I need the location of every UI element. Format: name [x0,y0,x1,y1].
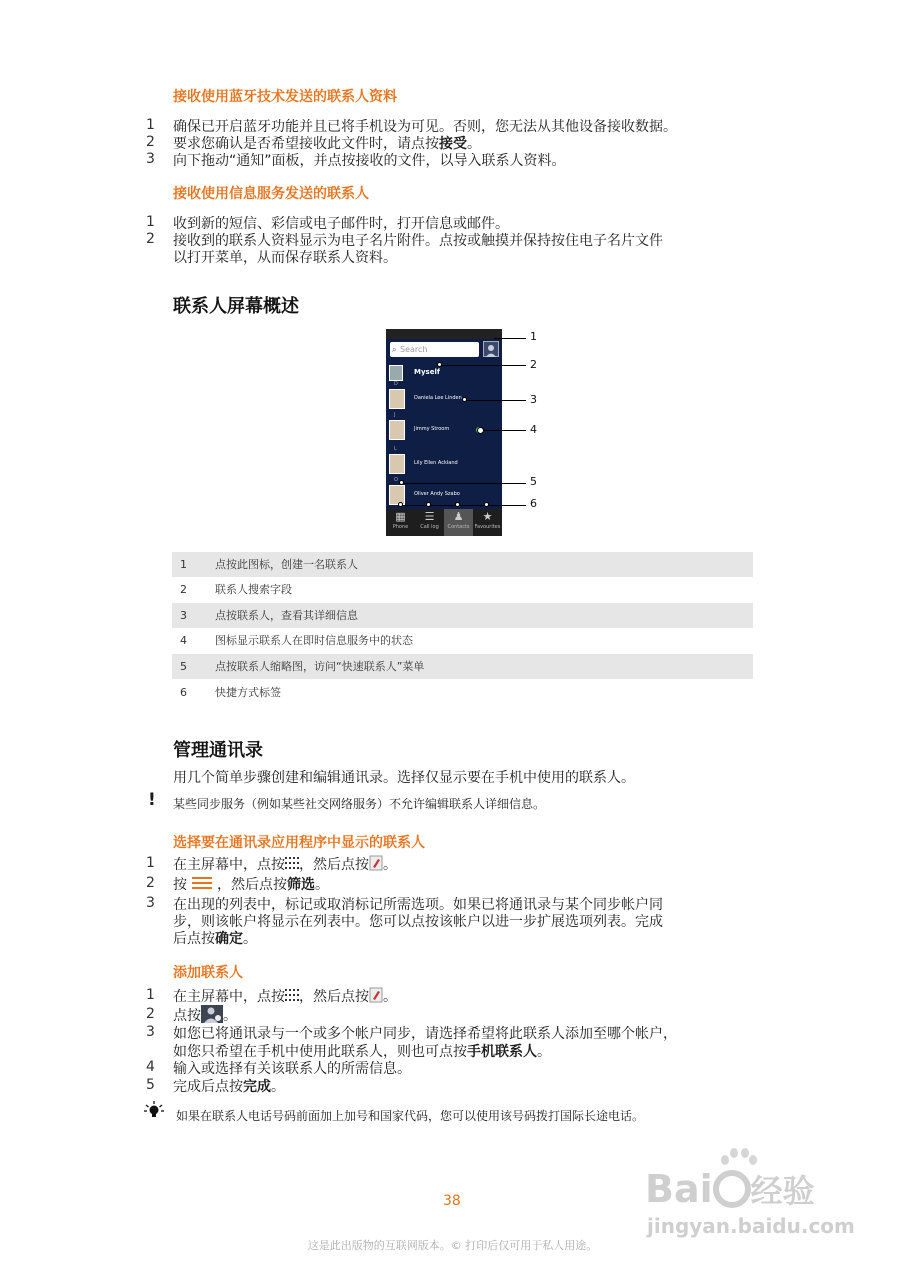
step-number: 3 [146,895,155,911]
search-placeholder: Search [400,345,428,354]
myself-label: Myself [414,368,440,376]
step-text: 如您只希望在手机中使用此联系人，则也可点按手机联系人。 [173,1044,551,1060]
search-icon: ⌕ [392,345,397,354]
warning-icon: ! [148,790,156,810]
step-number: 2 [146,1006,155,1022]
callout-line [440,365,526,366]
contact-name: Jimmy Stroom [414,426,450,432]
table-row: 2 联系人搜索字段 [180,583,292,596]
avatar [389,389,405,409]
note-text: 某些同步服务（例如某些社交网络服务）不允许编辑联系人详细信息。 [173,797,546,811]
status-bar [386,329,502,339]
table-row: 3 点按联系人，查看其详细信息 [172,603,753,628]
watermark-brand: Bai 经验 [645,1167,815,1211]
step-number: 1 [146,987,155,1003]
table-row: 5 点按联系人缩略图，访问“快速联系人”菜单 [172,654,753,679]
step-text: 在出现的列表中，标记或取消标记所需选项。如果已将通讯录与某个同步帐户同 [173,897,663,913]
step-text: 如您已将通讯录与一个或多个帐户同步，请选择希望将此联系人添加至哪个帐户， [173,1026,677,1042]
section-title-overview: 联系人屏幕概述 [173,296,299,317]
step-text: 确保已开启蓝牙功能并且已将手机设为可见。否则，您无法从其他设备接收数据。 [173,119,677,135]
section-letter: J [394,412,396,418]
avatar [389,485,405,505]
step-text: 后点按确定。 [173,931,257,947]
section-letter: O [394,477,398,483]
step-text: 以打开菜单，从而保存联系人资料。 [173,250,397,266]
callout-dot [437,362,442,367]
avatar [389,420,405,440]
step-number: 1 [146,214,155,230]
star-icon: ★ [482,510,493,523]
callout-dot [484,502,489,507]
callout-dot [398,502,403,507]
callout-line [402,483,526,484]
contact-row [386,387,502,415]
step-text: 输入或选择有关该联系人的所需信息。 [173,1061,411,1077]
step-text: 完成后点按完成。 [173,1079,285,1095]
apps-grid-icon [285,857,299,873]
step-text: 点按 。 [173,1005,237,1027]
paw-print-icon [719,1148,759,1168]
callout-dot [477,427,484,434]
contacts-app-icon [369,987,383,1007]
step-text: 要求您确认是否希望接收此文件时，请点按接受。 [173,136,481,152]
callout-dot [455,502,460,507]
step-number: 3 [146,151,155,167]
step-number: 2 [146,231,155,247]
step-number: 3 [146,1024,155,1040]
step-text: 接收到的联系人资料显示为电子名片附件。点按或触摸并保持按住电子名片文件 [173,233,663,249]
callout-number: 5 [530,475,537,488]
tab-favourites: ★ Favourites [474,510,501,530]
callout-line [400,505,526,506]
step-text: 在主屏幕中，点按 ，然后点按 。 [173,857,397,873]
table-row: 1 点按此图标，创建一名联系人 [172,552,753,577]
contact-name: Daniela Lee Linden [414,395,462,401]
call-log-icon: ☰ [424,510,435,523]
contacts-icon: ♟ [453,510,464,523]
dialpad-icon: ▦ [395,510,406,523]
shortcut-tabs [386,509,502,536]
callout-line [494,338,526,339]
step-number: 2 [146,134,155,150]
section-letter: L [394,446,397,452]
search-field [390,342,479,357]
section-heading-display: 选择要在通讯录应用程序中显示的联系人 [173,835,425,851]
callout-dot [462,397,467,402]
step-number: 5 [146,1077,155,1093]
avatar [389,365,403,381]
step-number: 1 [146,855,155,871]
footer-text: 这是此出版物的互联网版本。© 打印后仅可用于私人用途。 [307,1239,598,1252]
step-text: 收到新的短信、彩信或电子邮件时，打开信息或邮件。 [173,216,509,232]
tab-contacts: ♟ Contacts [444,509,473,536]
callout-dot [426,502,431,507]
add-contact-icon [483,341,499,357]
step-text: 向下拖动“通知”面板，并点按接收的文件，以导入联系人资料。 [173,153,566,169]
callout-number: 3 [530,393,537,406]
tab-phone: ▦ Phone [386,509,415,536]
step-number: 2 [146,875,155,891]
step-number: 4 [146,1059,155,1075]
section-letter: D [394,381,398,387]
callout-number: 2 [530,358,537,371]
step-text: 按 ，然后点按筛选。 [173,877,329,893]
watermark-url: jingyan.baidu.com [647,1214,855,1238]
apps-grid-icon [285,989,299,1005]
callout-dot [399,480,404,485]
table-row: 6 快捷方式标签 [180,686,281,699]
contacts-app-icon [369,855,383,875]
callout-line [465,400,526,401]
contact-row [386,452,502,480]
tab-call-log: ☰ Call log [415,509,444,536]
step-text: 在主屏幕中，点按 ，然后点按 。 [173,989,397,1005]
table-row: 4 图标显示联系人在即时信息服务中的状态 [180,634,413,647]
callout-number: 1 [530,330,537,343]
section-heading-add: 添加联系人 [173,965,243,981]
section-heading-bluetooth: 接收使用蓝牙技术发送的联系人资料 [173,89,397,105]
callout-number: 6 [530,497,537,510]
contact-name: Lily Ellen Ackland [414,460,458,466]
tip-text: 如果在联系人电话号码前面加上加号和国家代码，您可以使用该号码拨打国际长途电话。 [176,1109,645,1123]
step-text: 步，则该帐户将显示在列表中。您可以点按该帐户以进一步扩展选项列表。完成 [173,914,663,930]
paw-logo [713,1170,751,1208]
contact-name: Oliver Andy Szabo [414,491,460,497]
page-number: 38 [443,1193,461,1209]
lightbulb-icon [144,1101,164,1123]
menu-icon [191,876,213,894]
baidu-watermark [645,1148,855,1238]
contact-row [386,418,502,446]
callout-line [482,430,526,431]
section-title-manage: 管理通讯录 [173,740,263,761]
intro-text: 用几个简单步骤创建和编辑通讯录。选择仅显示要在手机中使用的联系人。 [173,770,635,786]
step-number: 1 [146,117,155,133]
avatar [389,454,405,474]
section-heading-messaging: 接收使用信息服务发送的联系人 [173,186,369,202]
callout-number: 4 [530,423,537,436]
